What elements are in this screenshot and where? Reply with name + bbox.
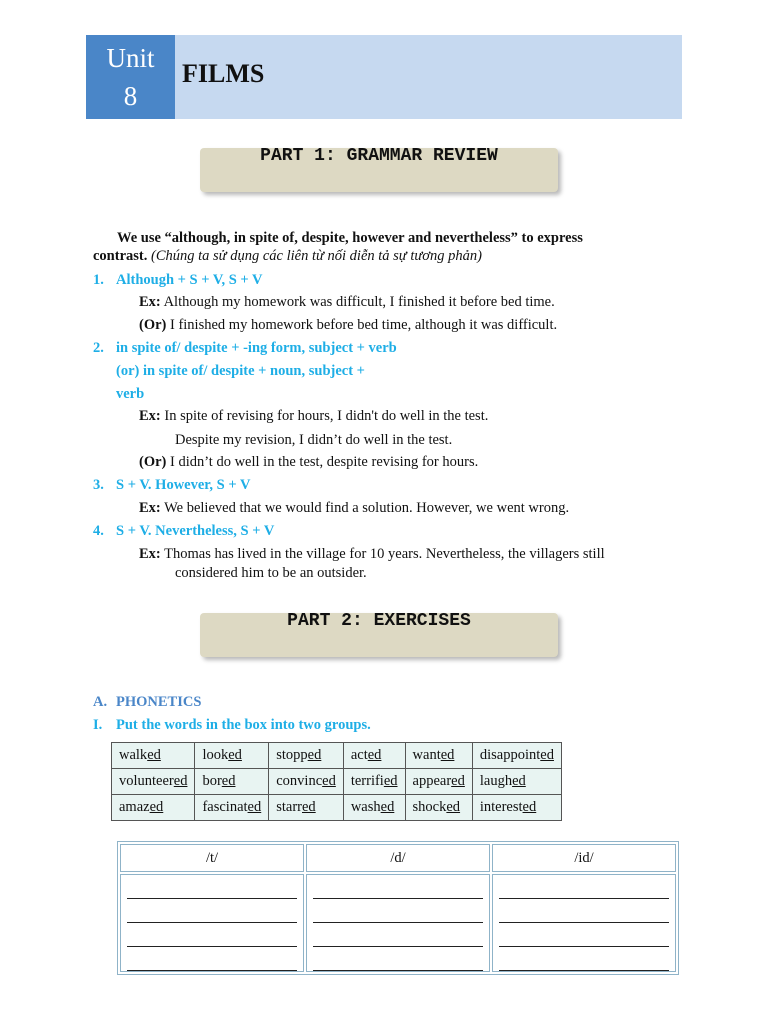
section-a-title: PHONETICS — [116, 694, 202, 710]
answer-column-d[interactable] — [306, 874, 490, 972]
word-suffix: ed — [173, 773, 188, 789]
rule-2-formula-3: verb — [116, 386, 145, 402]
example-text: Thomas has lived in the village for 10 years. Nevertheless, the villagers still — [164, 546, 605, 562]
word-suffix: ed — [367, 747, 382, 763]
exercise-1-number: I. — [93, 717, 103, 733]
word-suffix: ed — [540, 747, 554, 763]
word-stem: appear — [412, 773, 452, 789]
word-cell — [343, 795, 405, 821]
word-cell — [405, 795, 472, 821]
example-text: In spite of revising for hours, I didn't do well in the test. — [164, 408, 489, 424]
rule-4-example-2: considered him to be an outsider. — [175, 565, 367, 581]
example-label: Ex: — [139, 500, 161, 516]
word-suffix: ed — [307, 747, 322, 763]
word-stem: starr — [276, 799, 302, 815]
word-cell — [472, 769, 561, 795]
word-cell — [195, 743, 269, 769]
word-suffix: ed — [149, 799, 164, 815]
answer-column-id[interactable] — [492, 874, 676, 972]
word-cell — [269, 743, 344, 769]
answer-line[interactable] — [127, 880, 297, 899]
answer-line[interactable] — [127, 928, 297, 947]
rule-4-example-1 — [139, 545, 605, 563]
word-suffix: ed — [322, 773, 336, 789]
word-stem: want — [412, 747, 441, 763]
word-cell — [405, 743, 472, 769]
word-suffix: ed — [221, 773, 236, 789]
rule-3-formula: S + V. However, S + V — [116, 477, 251, 493]
word-suffix: ed — [440, 747, 455, 763]
word-suffix: ed — [451, 773, 465, 789]
part2-title: PART 2: EXERCISES — [287, 611, 471, 631]
part1-title: PART 1: GRAMMAR REVIEW — [260, 146, 498, 166]
answer-line[interactable] — [127, 952, 297, 971]
rule-3-number: 3. — [93, 477, 104, 493]
example-text: I finished my homework before bed time, although it was difficult. — [170, 317, 558, 333]
answer-line[interactable] — [499, 928, 669, 947]
intro-translation: (Chúng ta sử dụng các liên từ nối diễn tả sự tương phản) — [151, 248, 482, 264]
section-a-letter: A. — [93, 694, 108, 710]
word-cell — [472, 743, 561, 769]
intro-line-2 — [93, 247, 482, 265]
word-suffix: ed — [380, 799, 395, 815]
word-stem: shock — [412, 799, 447, 815]
word-table — [111, 742, 562, 821]
answer-line[interactable] — [499, 904, 669, 923]
word-cell — [112, 769, 195, 795]
word-stem: terrifi — [350, 773, 384, 789]
word-stem: walk — [119, 747, 148, 763]
part2-banner — [200, 613, 558, 657]
word-stem: laugh — [479, 773, 513, 789]
rule-2-example-1 — [139, 407, 488, 425]
answer-line[interactable] — [313, 952, 483, 971]
word-stem: interest — [479, 799, 523, 815]
rule-1-formula: Although + S + V, S + V — [116, 272, 263, 288]
word-stem: volunteer — [119, 773, 174, 789]
table-row — [112, 743, 562, 769]
word-stem: look — [202, 747, 229, 763]
rule-1-number: 1. — [93, 272, 104, 288]
intro-contrast: contrast. — [93, 248, 148, 264]
rule-1-example-2 — [139, 316, 557, 334]
answer-line[interactable] — [313, 904, 483, 923]
word-stem: fascinat — [202, 799, 248, 815]
table-row — [112, 769, 562, 795]
example-label: Ex: — [139, 546, 161, 562]
word-cell — [269, 769, 344, 795]
answer-line[interactable] — [499, 952, 669, 971]
word-cell — [405, 769, 472, 795]
unit-header — [86, 35, 682, 119]
example-label: (Or) — [139, 454, 167, 470]
word-suffix: ed — [247, 799, 262, 815]
word-stem: convinc — [276, 773, 323, 789]
rule-2-formula-2: (or) in spite of/ despite + noun, subject + — [116, 363, 365, 379]
rule-4-formula: S + V. Nevertheless, S + V — [116, 523, 275, 539]
word-suffix: ed — [147, 747, 161, 763]
rule-2-number: 2. — [93, 340, 104, 356]
word-cell — [112, 743, 195, 769]
answer-line[interactable] — [313, 928, 483, 947]
answer-table — [117, 841, 679, 975]
word-cell — [112, 795, 195, 821]
rule-3-example-1 — [139, 499, 569, 517]
answer-header-d: /d/ — [306, 844, 490, 872]
answer-column-t[interactable] — [120, 874, 304, 972]
example-text: We believed that we would find a solution. However, we went wrong. — [164, 500, 570, 516]
answer-line[interactable] — [499, 880, 669, 899]
word-stem: disappoint — [479, 747, 541, 763]
exercise-1-title: Put the words in the box into two groups. — [116, 717, 371, 733]
answer-header-id: /id/ — [492, 844, 676, 872]
unit-badge — [86, 35, 175, 119]
word-stem: bor — [202, 773, 222, 789]
part1-banner — [200, 148, 558, 192]
example-label: Ex: — [139, 408, 161, 424]
unit-word: Unit — [106, 43, 155, 73]
word-suffix: ed — [383, 773, 398, 789]
table-row — [112, 795, 562, 821]
example-text: Although my homework was difficult, I finished it before bed time. — [163, 294, 555, 310]
word-suffix: ed — [446, 799, 461, 815]
word-stem: act — [350, 747, 368, 763]
word-stem: amaz — [119, 799, 150, 815]
word-cell — [269, 795, 344, 821]
word-cell — [472, 795, 561, 821]
intro-line-1: We use “although, in spite of, despite, however and nevertheless” to express — [117, 230, 583, 246]
rule-2-example-2: Despite my revision, I didn’t do well in the test. — [175, 432, 453, 448]
word-cell — [343, 769, 405, 795]
unit-number: 8 — [123, 81, 138, 111]
word-cell — [195, 769, 269, 795]
word-stem: wash — [350, 799, 381, 815]
example-label: Ex: — [139, 294, 161, 310]
rule-2-example-3 — [139, 453, 478, 471]
rule-2-formula-1: in spite of/ despite + -ing form, subject + verb — [116, 340, 397, 356]
word-suffix: ed — [302, 799, 316, 815]
answer-line[interactable] — [313, 880, 483, 899]
example-label: (Or) — [139, 317, 167, 333]
word-suffix: ed — [228, 747, 242, 763]
unit-title: FILMS — [182, 59, 265, 88]
word-suffix: ed — [522, 799, 537, 815]
word-cell — [343, 743, 405, 769]
word-suffix: ed — [512, 773, 526, 789]
rule-4-number: 4. — [93, 523, 104, 539]
example-text: I didn’t do well in the test, despite revising for hours. — [170, 454, 479, 470]
word-stem: stopp — [276, 747, 308, 763]
answer-header-t: /t/ — [120, 844, 304, 872]
rule-1-example-1 — [139, 293, 555, 311]
answer-line[interactable] — [127, 904, 297, 923]
word-cell — [195, 795, 269, 821]
